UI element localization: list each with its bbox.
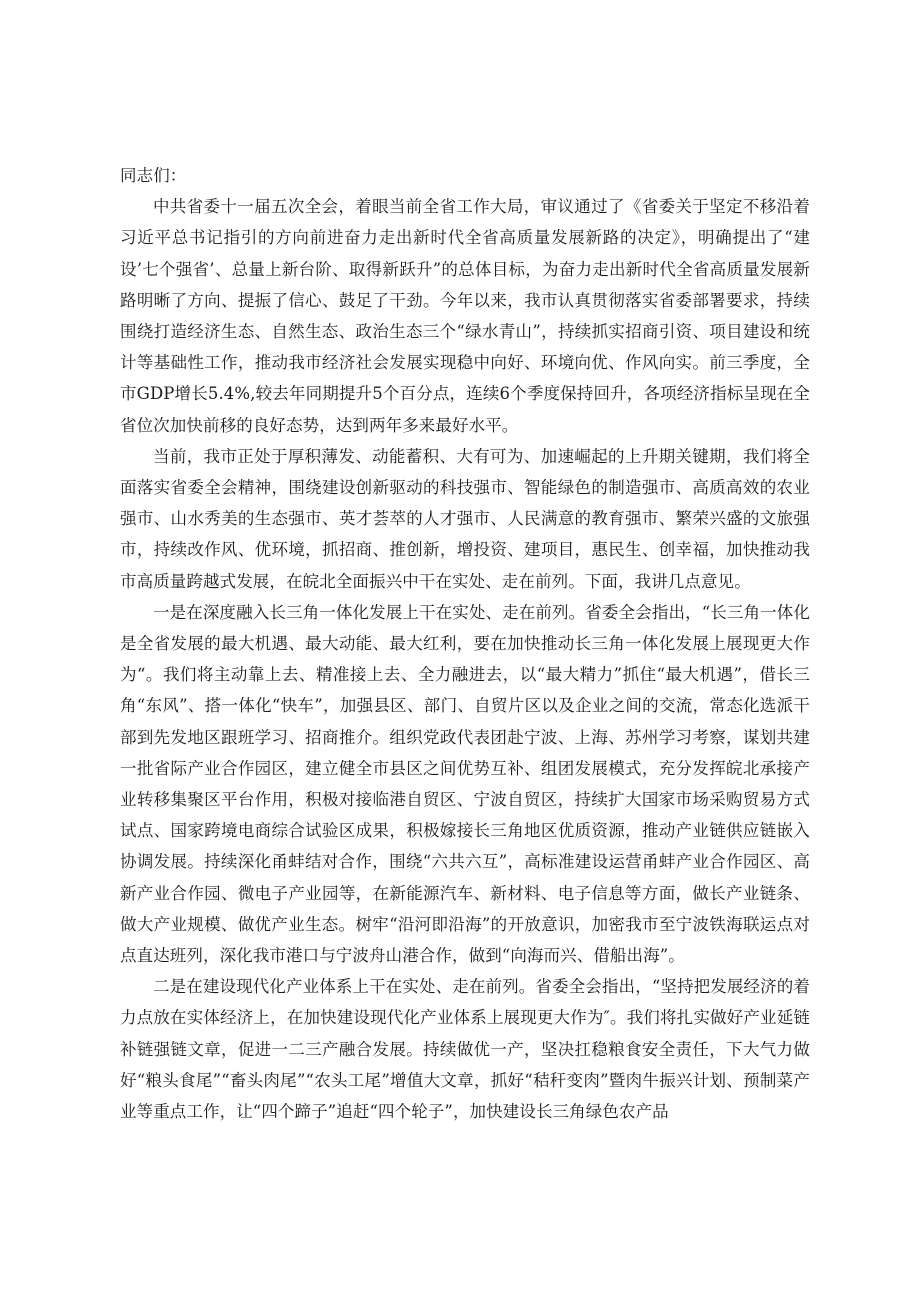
document-body [120, 160, 810, 1127]
paragraph-current-situation: 当前，我市正处于厚积薄发、动能蓄积、大有可为、加速崛起的上升期关键期，我们将全面落实省委全会精神，围绕建设创新驱动的科技强市、智能绿色的制造强市、高质高效的农业强市、山水秀美的生态强市、英才荟萃的人才强市、人民满意的教育强市、繁荣兴盛的文旅强市，持续改作风、优环境，抓招商、推创新，增投资、建项目，惠民生、创幸福，加快推动我市高质量跨越式发展，在皖北全面振兴中干在实处、走在前列。下面，我讲几点意见。 [120, 446, 810, 591]
paragraph-intro: 中共省委十一届五次全会，着眼当前全省工作大局，审议通过了《省委关于坚定不移沿着习近平总书记指引的方向前进奋力走出新时代全省高质量发展新路的决定》，明确提出了“建设’七个强省’、总量上新台阶、取得新跃升”的总体目标，为奋力走出新时代全省高质量发展新路明晰了方向、提振了信心、鼓足了干劲。今年以来，我市认真贯彻落实省委部署要求，持续围绕打造经济生态、自然生态、政治生态三个“绿水青山”，持续抓实招商引资、项目建设和统计等基础性工作，推动我市经济社会发展实现稳中向好、环境向优、作风向实。前三季度，全市GDP增长5.4%,较去年同期提升5个百分点，连续6个季度保持回升，各项经济指标呈现在全省位次加快前移的良好态势，达到两年多来最好水平。 [120, 197, 810, 435]
salutation: 同志们： [120, 166, 187, 185]
paragraph-point-two: 二是在建设现代化产业体系上干在实处、走在前列。省委全会指出，“坚持把发展经济的着力点放在实体经济上，在加快建设现代化产业体系上展现更大作为″。我们将扎实做好产业延链补链强链文章，促进一二三产融合发展。持续做优一产，坚决扛稳粮食安全责任，下大气力做好“粮头食尾”“畜头肉尾”“农头工尾”增值大文章，抓好“秸秆变肉”暨肉牛振兴计划、预制菜产业等重点工作，让“四个蹄子”追赶“四个轮子”，加快建设长三角绿色农产品 [120, 977, 810, 1122]
paragraph-point-one: 一是在深度融入长三角一体化发展上干在实处、走在前列。省委全会指出，“长三角一体化是全省发展的最大机遇、最大动能、最大红利，要在加快推动长三角一体化发展上展现更大作为“。我们将主动靠上去、精准接上去、全力融进去，以“最大精力”抓住“最大机遇”，借长三角“东风”、搭一体化“快车”，加强县区、部门、自贸片区以及企业之间的交流，常态化选派干部到先发地区跟班学习、招商推介。组织党政代表团赴宁波、上海、苏州学习考察，谋划共建一批省际产业合作园区，建立健全市县区之间优势互补、组团发展模式，充分发挥皖北承接产业转移集聚区平台作用，积极对接临港自贸区、宁波自贸区，持续扩大国家市场采购贸易方式试点、国家跨境电商综合试验区成果，积极嫁接长三角地区优质资源，推动产业链供应链嵌入协调发展。持续深化甬蚌结对合作，围绕“六共六互”，高标准建设运营甬蚌产业合作园区、高新产业合作园、微电子产业园等，在新能源汽车、新材料、电子信息等方面，做长产业链条、做大产业规模、做优产业生态。树牢“沿河即沿海”的开放意识，加密我市至宁波铁海联运点对点直达班列，深化我市港口与宁波舟山港合作，做到“向海而兴、借船出海”。 [120, 602, 810, 966]
